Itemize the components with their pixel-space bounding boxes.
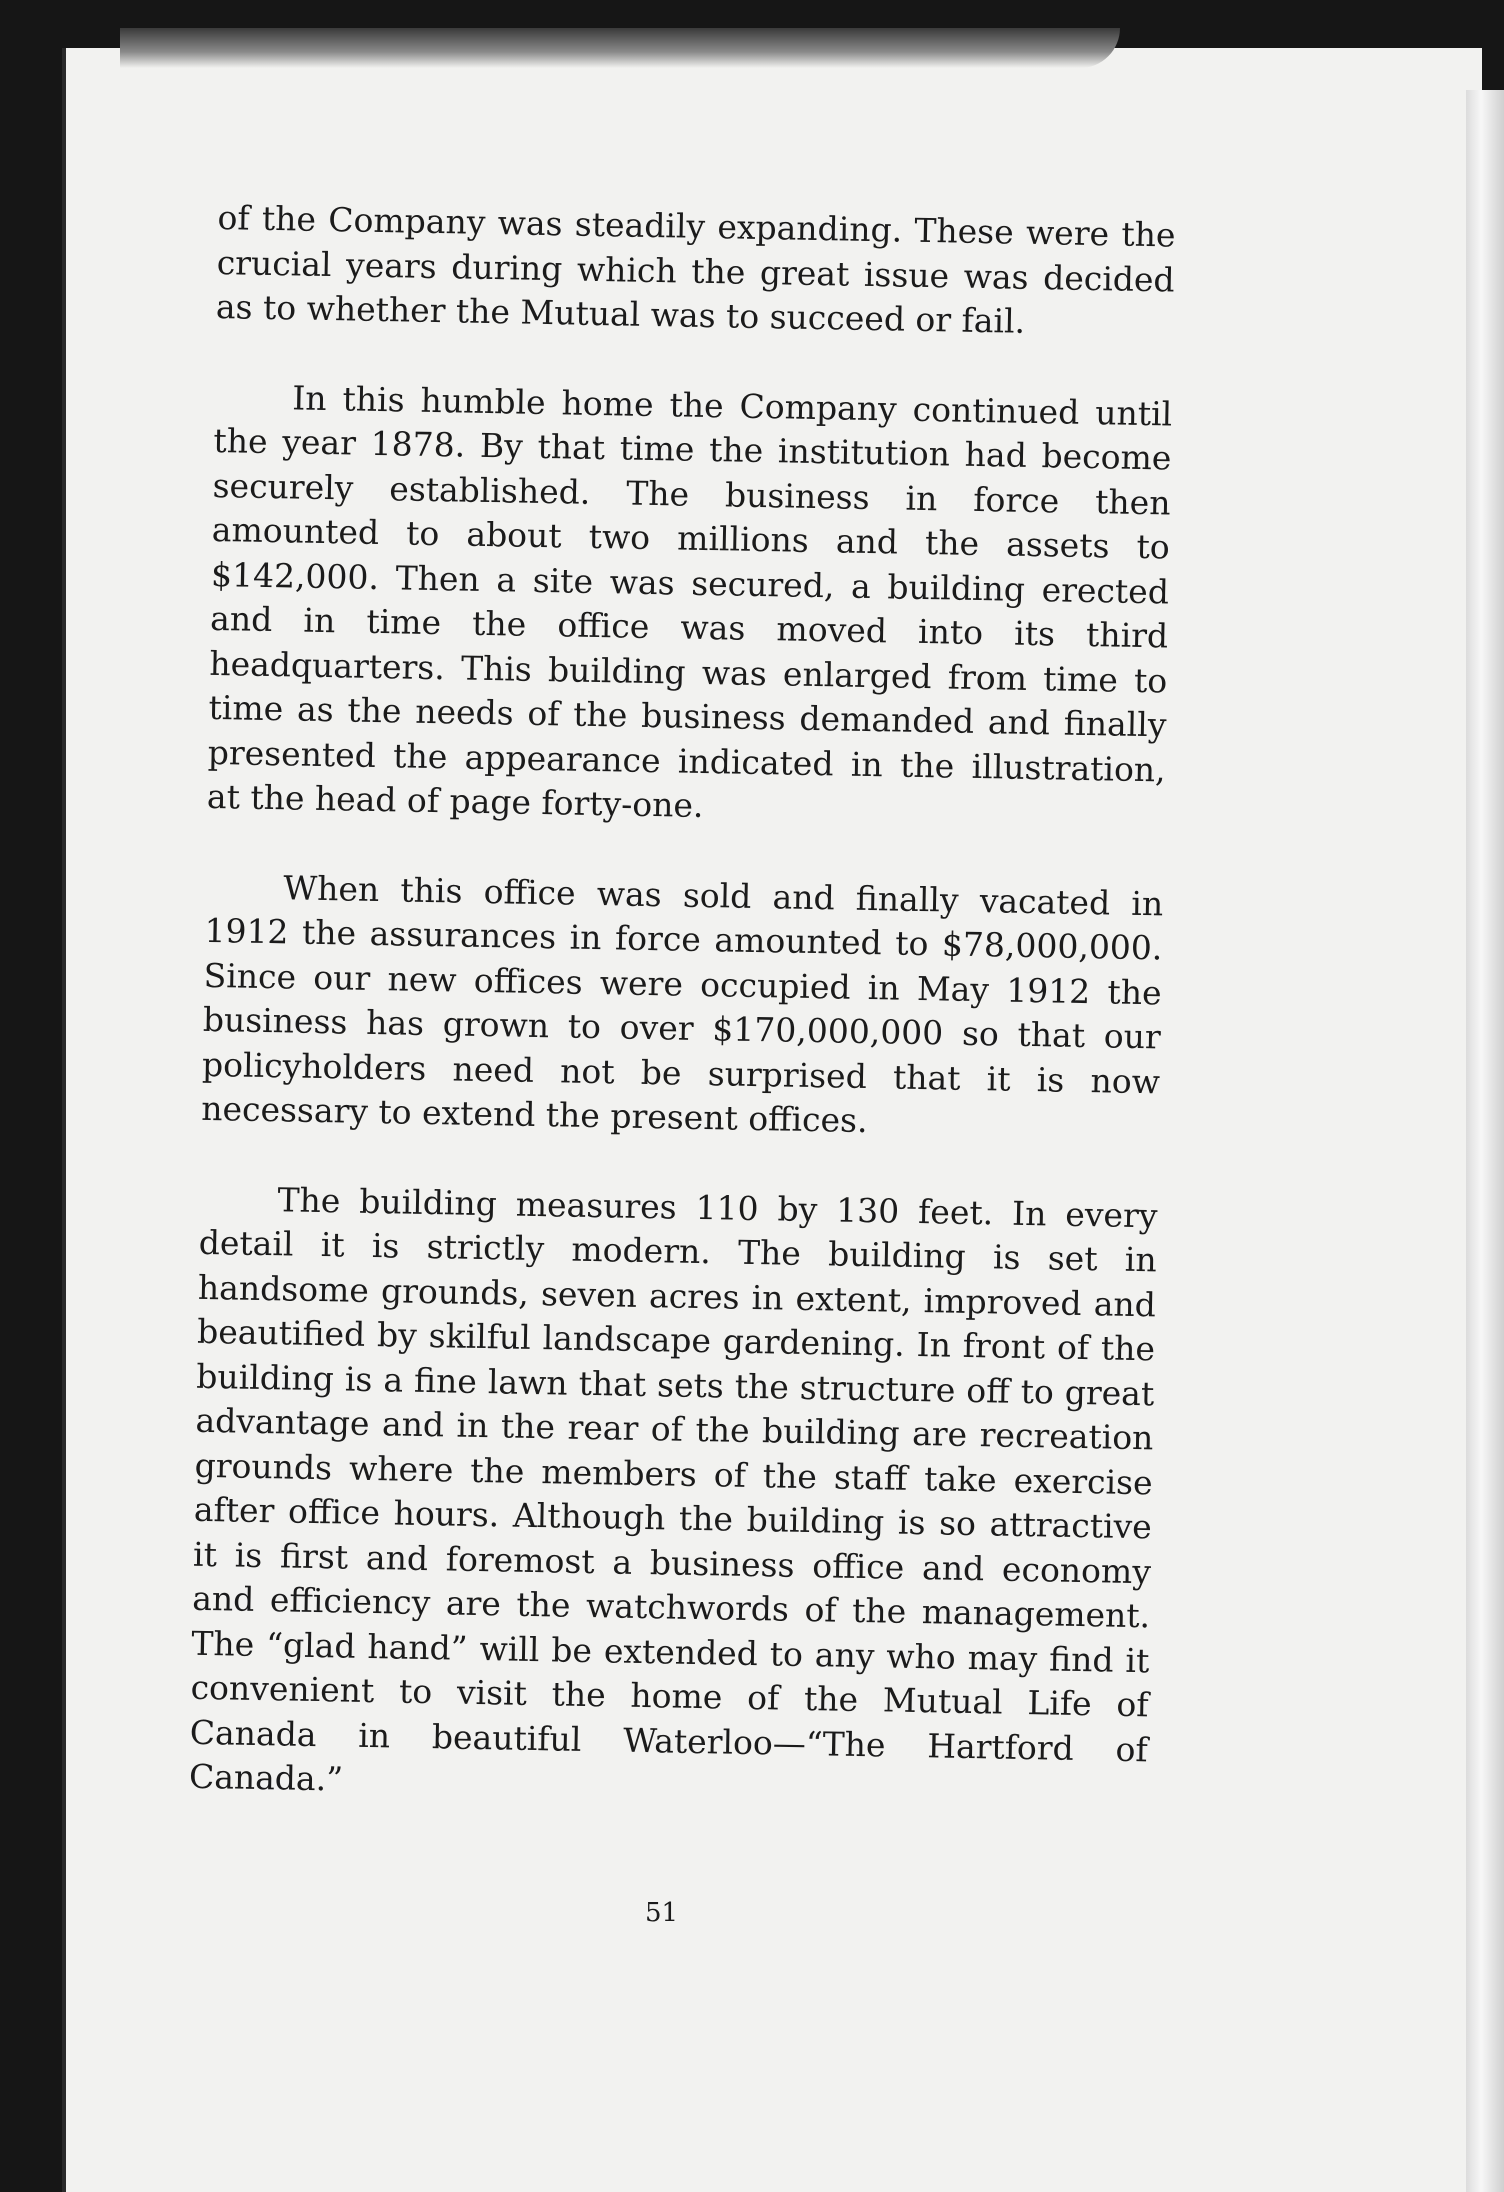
paragraph-4: The building measures 110 by 130 feet. In every detail it is strictly modern. The building is set in handsome grounds, seven acres in extent, improved and beautified by skilful landscape gardening. In front of the building is a fine lawn that sets the structure off to great advantage and in the rear of the building are recreation grounds where the members of the staff take exercise after office hours. Although the building is so attractive it is first and foremost a business office and economy and efficiency are the watchwords of the management. The “glad hand” will be extended to any who may find it convenient to visit the home of the Mutual Life of Canada in beautiful Waterloo—“The Hartford of Canada.” [188, 1179, 1158, 1799]
paragraph-1: of the Company was steadily expanding. These were the crucial years during which the great issue was decided as to whether the Mutual was to succeed or fail. [215, 197, 1176, 341]
page-number: 51 [645, 1898, 679, 1928]
page-top-shadow [120, 28, 1120, 68]
body-text [188, 196, 1176, 1862]
page-edge-stack [1466, 90, 1504, 2192]
paragraph-3: When this office was sold and finally vacated in 1912 the assurances in force amounted to $78,000,000. Since our new offices were occupied in May 1912 the business has grown to over $170,000,000 so that our policyholders need not be surprised that it is now necessary to extend the present offices. [200, 867, 1164, 1141]
paragraph-2: In this humble home the Company continued until the year 1878. By that time the institution had become securely established. The business in force then amounted to about two millions and the assets to $142,000. Then a site was secured, a building erected and in time the office was moved into its third headquarters. This building was enlarged from time to time as the needs of the business demanded and finally presented the appearance indicated in the illustration, at the head of page forty-one. [206, 377, 1173, 825]
book-gutter [62, 48, 66, 2192]
